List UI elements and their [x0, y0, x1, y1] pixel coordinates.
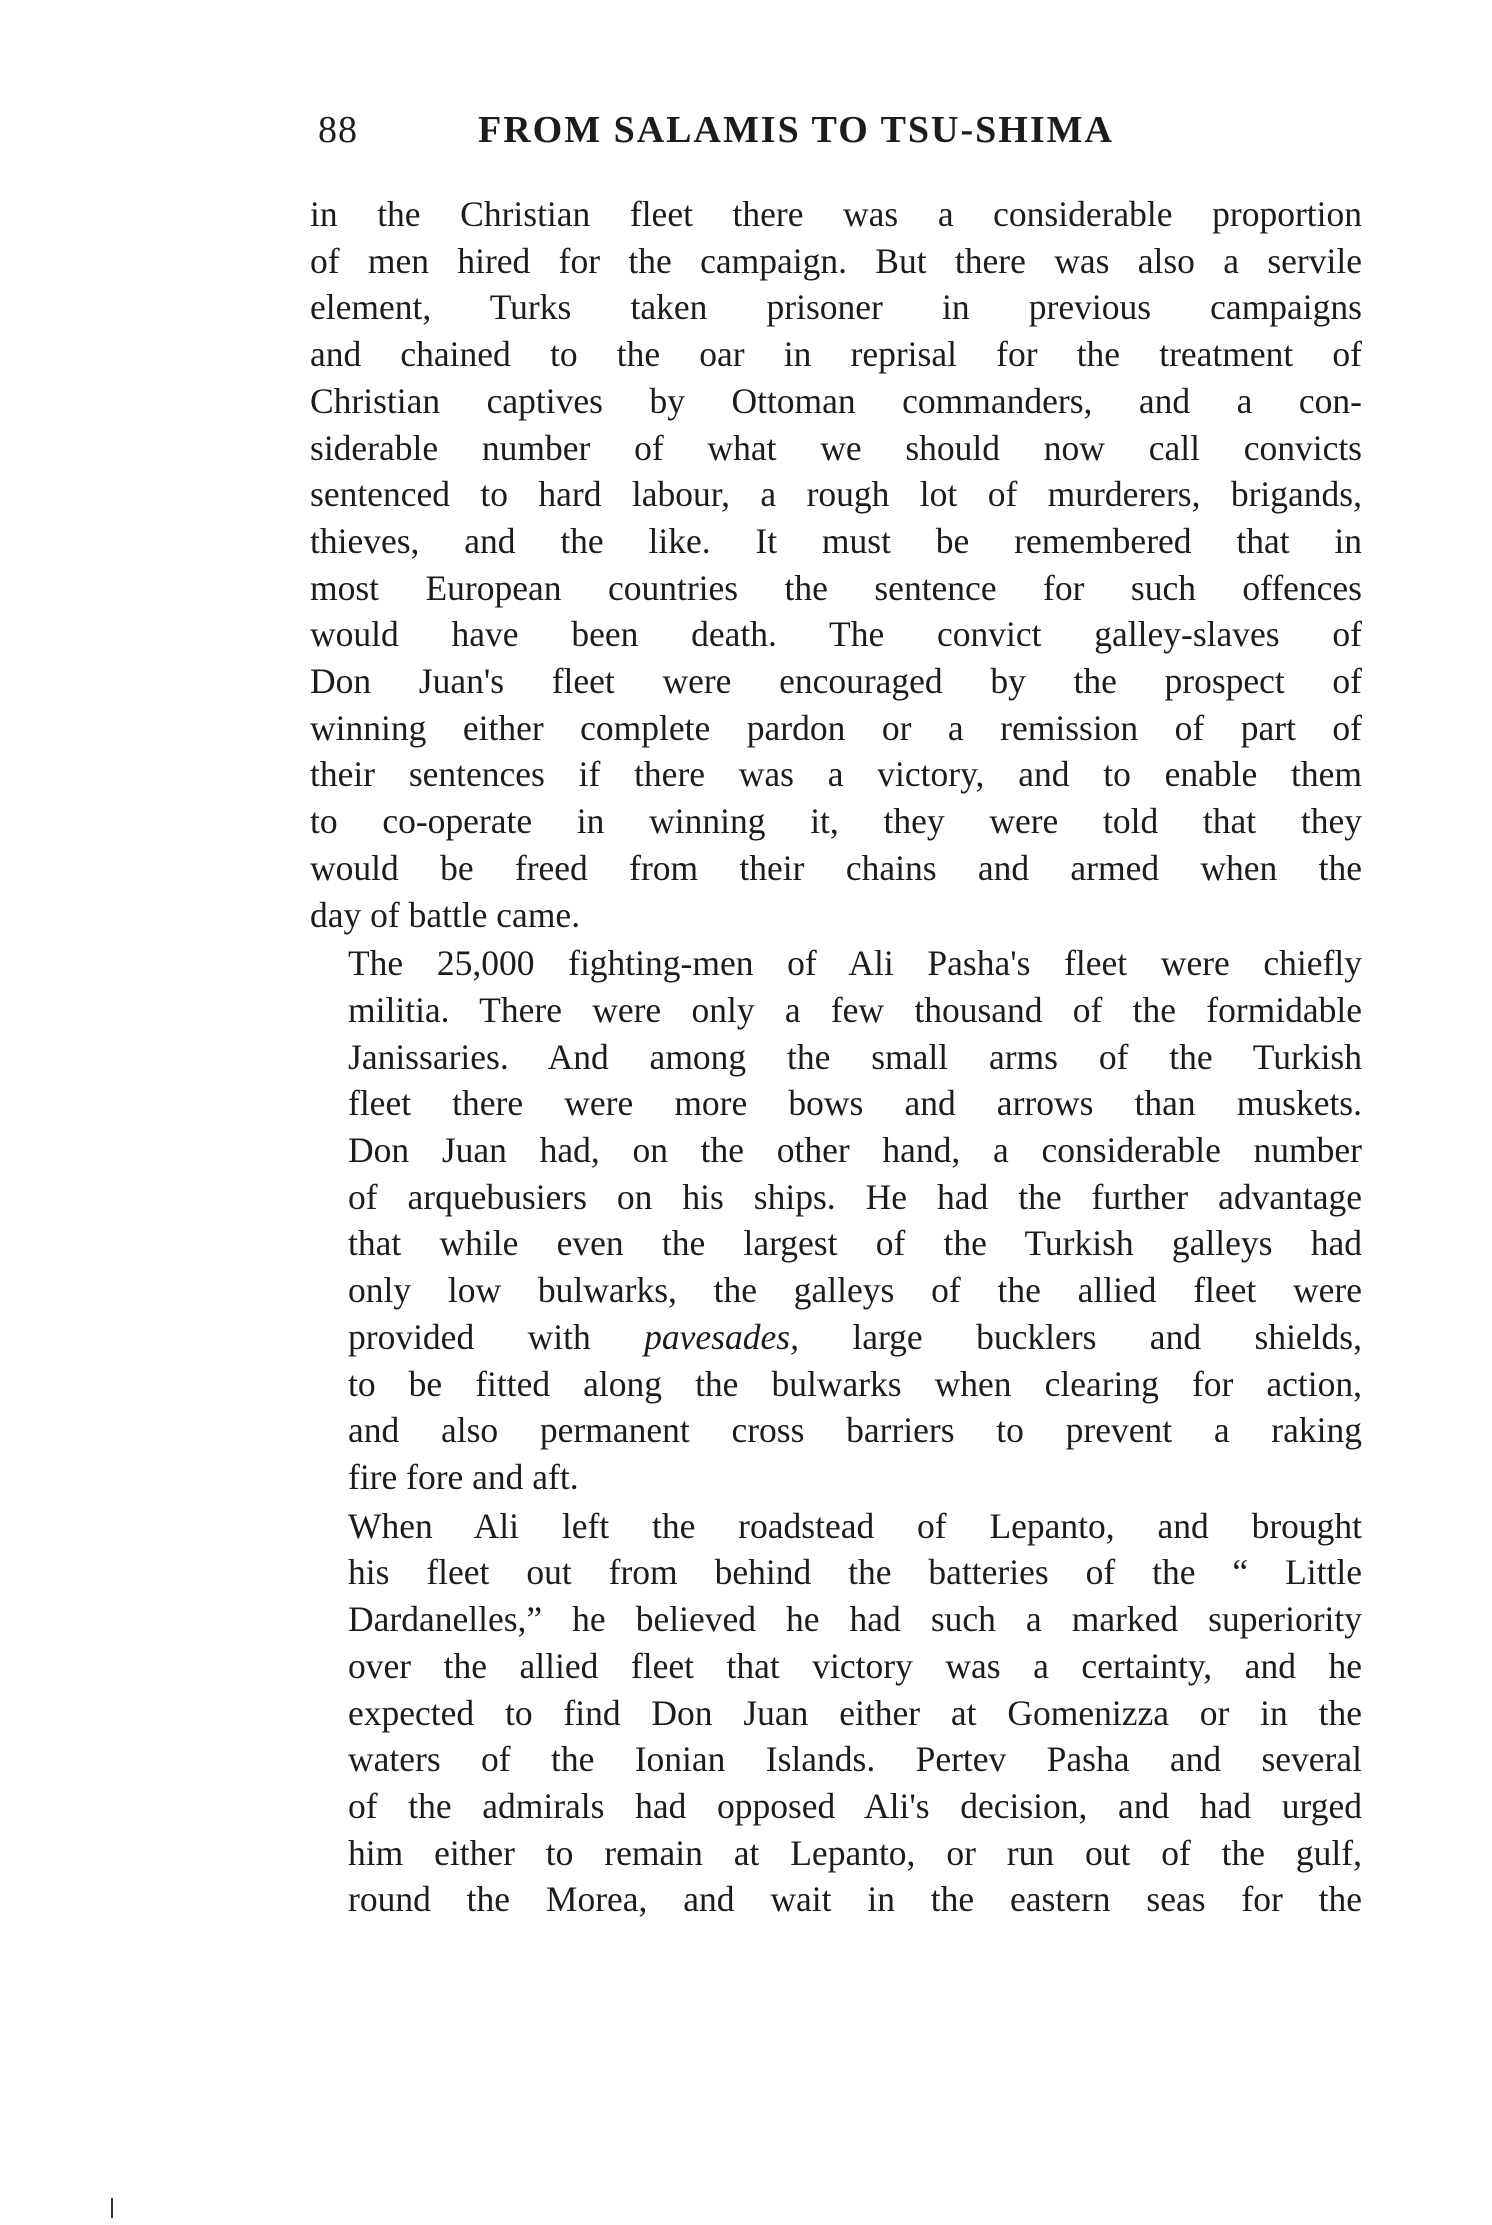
running-head: FROM SALAMIS TO TSU-SHIMA — [478, 109, 1114, 151]
text-line: him either to remain at Lepanto, or run out of the gulf, — [348, 1832, 1362, 1873]
text-line: Christian captives by Ottoman commanders, and a con- — [310, 380, 1362, 421]
paragraph-3 — [310, 1503, 1362, 1923]
text-line: When Ali left the roadstead of Lepanto, and brought — [348, 1505, 1362, 1546]
text-line: of arquebusiers on his ships. He had the further advantage — [348, 1176, 1362, 1217]
text-line: day of battle came. — [310, 894, 581, 935]
text-line: thieves, and the like. It must be remembered that in — [310, 520, 1362, 561]
text-line: Janissaries. And among the small arms of the Turkish — [348, 1036, 1362, 1077]
text-line: sentenced to hard labour, a rough lot of murderers, brigands, — [310, 474, 1362, 515]
text-line: fleet there were more bows and arrows than muskets. — [348, 1083, 1362, 1124]
text-line: element, Turks taken prisoner in previous campaigns — [310, 287, 1362, 328]
text-line: most European countries the sentence for such offences — [310, 567, 1362, 608]
text-line: waters of the Ionian Islands. Pertev Pasha and several — [348, 1739, 1362, 1780]
text-line: expected to find Don Juan either at Gomenizza or in the — [348, 1692, 1362, 1733]
text-line: to co-operate in winning it, they were told that they — [310, 801, 1362, 842]
text-line: Don Juan had, on the other hand, a considerable number — [348, 1130, 1362, 1171]
body-text — [310, 191, 1362, 1925]
text-line: fire fore and aft. — [348, 1456, 579, 1497]
text-line: siderable number of what we should now call convicts — [310, 427, 1362, 468]
paragraph-1 — [310, 191, 1362, 938]
margin-mark — [111, 2198, 113, 2218]
text-line: of men hired for the campaign. But there was also a servile — [310, 240, 1362, 281]
text-line: that while even the largest of the Turkish galleys had — [348, 1223, 1362, 1264]
text-line: of the admirals had opposed Ali's decision, and had urged — [348, 1785, 1362, 1826]
italic-term: pavesades, — [644, 1316, 799, 1357]
text-line: would have been death. The convict galley-slaves of — [310, 614, 1362, 655]
text-line: in the Christian fleet there was a considerable proportion — [310, 194, 1362, 234]
text-line: The 25,000 fighting-men of Ali Pasha's fleet were chiefly — [348, 943, 1362, 984]
text-line: Don Juan's fleet were encouraged by the prospect of — [310, 661, 1362, 702]
line-segment: large bucklers and shields, — [798, 1316, 1362, 1357]
text-line-with-italic — [310, 1314, 1362, 1361]
text-line: over the allied fleet that victory was a certainty, and he — [348, 1645, 1362, 1686]
text-line: his fleet out from behind the batteries of the “ Little — [348, 1552, 1362, 1593]
text-line: and chained to the oar in reprisal for the treatment of — [310, 334, 1362, 375]
text-line: Dardanelles,” he believed he had such a marked superiority — [348, 1599, 1362, 1640]
text-line: and also permanent cross barriers to prevent a raking — [348, 1410, 1362, 1451]
text-line: to be fitted along the bulwarks when clearing for action, — [348, 1363, 1362, 1404]
line-segment: provided with — [348, 1316, 645, 1357]
paragraph-2 — [310, 940, 1362, 1500]
text-line: would be freed from their chains and armed when the — [310, 847, 1362, 888]
text-line: only low bulwarks, the galleys of the allied fleet were — [348, 1270, 1362, 1311]
text-line: their sentences if there was a victory, and to enable them — [310, 754, 1362, 795]
text-line: round the Morea, and wait in the eastern seas for the — [348, 1879, 1362, 1920]
page-header — [318, 108, 1212, 164]
text-line: militia. There were only a few thousand of the formidable — [348, 989, 1362, 1030]
text-line: winning either complete pardon or a remission of part of — [310, 707, 1362, 748]
page-number: 88 — [318, 109, 358, 151]
